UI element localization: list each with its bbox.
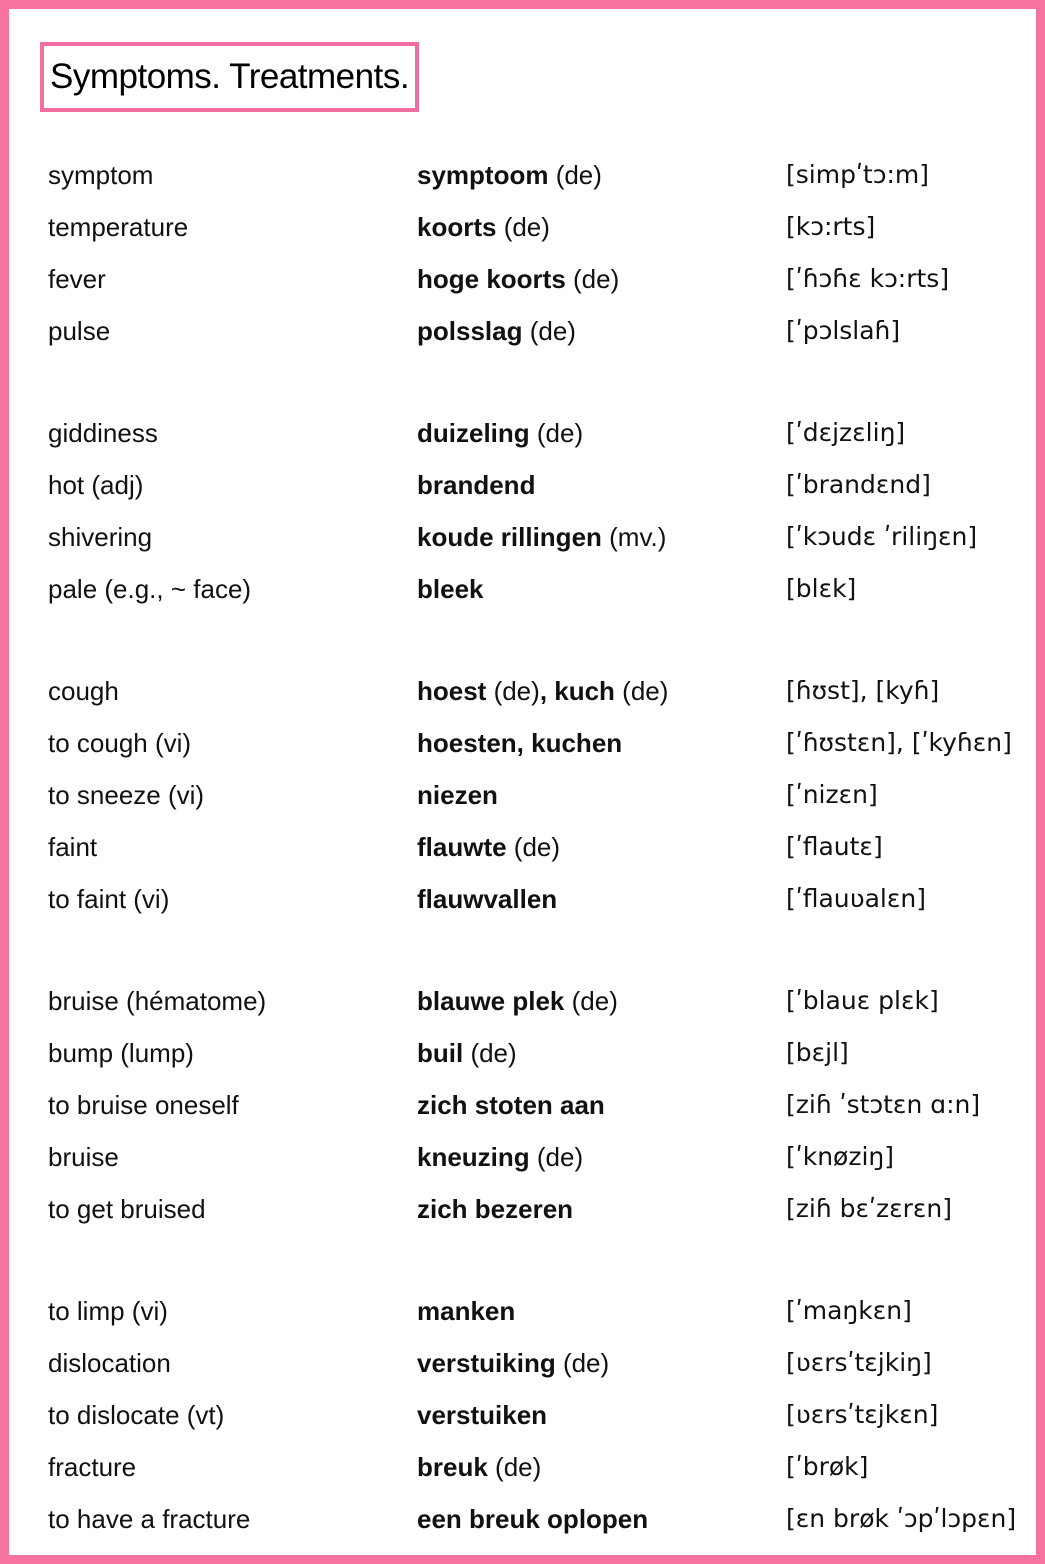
dutch-word: zich stoten aan [417, 1090, 605, 1120]
dutch-word: koude rillingen [417, 522, 602, 552]
pronunciation: [ʹbrandɛnd] [786, 470, 931, 499]
page-title-text: Symptoms. Treatments. [50, 57, 410, 96]
dutch-term [417, 1343, 609, 1383]
dutch-word: verstuiking [417, 1348, 556, 1378]
vocab-row [48, 723, 1038, 763]
dutch-word: flauwvallen [417, 884, 558, 914]
english-term: temperature [48, 212, 189, 242]
english-term: to cough (vi) [48, 728, 192, 758]
dutch-article: (de) [487, 1452, 542, 1482]
vocab-row [48, 465, 1038, 505]
pronunciation: [ʋɛrsʹtɛjkiŋ] [786, 1348, 932, 1377]
english-term: cough [48, 676, 119, 706]
dutch-term [417, 259, 619, 299]
vocab-row [48, 155, 1038, 195]
pronunciation: [ʹdɛjzɛliŋ] [786, 418, 906, 447]
dutch-term [417, 671, 668, 711]
english-term: to dislocate (vt) [48, 1400, 225, 1430]
dutch-term [417, 1189, 573, 1229]
dutch-term [417, 1033, 517, 1073]
vocab-row [48, 879, 1038, 919]
english-term: pale (e.g., ~ face) [48, 574, 252, 604]
pronunciation: [ʹknøziŋ] [786, 1142, 894, 1171]
page-title [40, 42, 419, 112]
dutch-term [417, 723, 622, 763]
pronunciation: [ʹmaŋkɛn] [786, 1296, 912, 1325]
vocab-row [48, 517, 1038, 557]
english-term: faint [48, 832, 98, 862]
english-term: fever [48, 264, 106, 294]
vocab-row [48, 1085, 1038, 1125]
english-term: to have a fracture [48, 1504, 251, 1534]
english-term: fracture [48, 1452, 137, 1482]
dutch-word: kneuzing [417, 1142, 530, 1172]
vocab-row [48, 1189, 1038, 1229]
english-term: to limp (vi) [48, 1296, 168, 1326]
pronunciation: [ʹflautɛ] [786, 832, 883, 861]
english-term: to bruise oneself [48, 1090, 239, 1120]
pronunciation: [ʹflauʋalɛn] [786, 884, 926, 913]
pronunciation: [ʹpɔlslaɦ] [786, 316, 901, 345]
english-term: bump (lump) [48, 1038, 194, 1068]
dutch-article: (mv.) [601, 522, 667, 552]
dutch-term [417, 155, 602, 195]
dutch-word: verstuiken [417, 1400, 548, 1430]
dutch-word: niezen [417, 780, 498, 810]
vocab-row [48, 1137, 1038, 1177]
dutch-article: (de) [565, 264, 620, 294]
vocab-row [48, 1343, 1038, 1383]
vocab-row [48, 207, 1038, 247]
vocab-row [48, 1447, 1038, 1487]
dutch-word-alt: , kuch [539, 676, 615, 706]
english-term: shivering [48, 522, 153, 552]
pronunciation: [ʹblauɛ plɛk] [786, 986, 939, 1015]
english-term: bruise (hématome) [48, 986, 267, 1016]
dutch-word: polsslag [417, 316, 523, 346]
pronunciation: [blɛk] [786, 574, 857, 603]
pronunciation: [ziɦ ʹstɔtɛn ɑ:n] [786, 1090, 981, 1119]
dutch-article: (de) [506, 832, 561, 862]
pronunciation: [ɛn brøk ʹɔpʹlɔpɛn] [786, 1504, 1017, 1533]
dutch-word: symptoom [417, 160, 549, 190]
dutch-term [417, 465, 535, 505]
pronunciation: [kɔ:rts] [786, 212, 876, 241]
dutch-term [417, 517, 666, 557]
dutch-article-alt: (de) [614, 676, 669, 706]
dutch-article: (de) [529, 1142, 584, 1172]
dutch-term [417, 569, 484, 609]
pronunciation: [ɦʊst], [kyɦ] [786, 676, 940, 705]
dutch-article: (de) [555, 1348, 610, 1378]
vocab-row [48, 827, 1038, 867]
dutch-term [417, 827, 560, 867]
vocab-row [48, 1499, 1038, 1539]
dutch-term [417, 311, 576, 351]
english-term: bruise [48, 1142, 119, 1172]
dutch-word: hoge koorts [417, 264, 566, 294]
dutch-word: een breuk oplopen [417, 1504, 649, 1534]
pronunciation: [ʹkɔudɛ ʹriliŋɛn] [786, 522, 978, 551]
pronunciation: [ʹɦʊstɛn], [ʹkyɦɛn] [786, 728, 1012, 757]
dutch-term [417, 879, 557, 919]
pronunciation: [bɛjl] [786, 1038, 849, 1067]
english-term: hot (adj) [48, 470, 144, 500]
dutch-word: hoesten, kuchen [417, 728, 623, 758]
dutch-term [417, 1499, 648, 1539]
english-term: to faint (vi) [48, 884, 170, 914]
pronunciation: [ʋɛrsʹtɛjkɛn] [786, 1400, 939, 1429]
dutch-term [417, 1085, 605, 1125]
vocab-row [48, 981, 1038, 1021]
dutch-word: hoest [417, 676, 487, 706]
pronunciation: [ʹɦɔɦɛ kɔ:rts] [786, 264, 950, 293]
vocab-row [48, 1033, 1038, 1073]
pronunciation: [ʹnizɛn] [786, 780, 878, 809]
english-term: to get bruised [48, 1194, 206, 1224]
dutch-word: bleek [417, 574, 484, 604]
dutch-article: (de) [522, 316, 576, 346]
vocab-row [48, 259, 1038, 299]
dutch-term [417, 1395, 547, 1435]
dutch-word: zich bezeren [417, 1194, 574, 1224]
dutch-article: (de) [529, 418, 584, 448]
english-term: symptom [48, 160, 154, 190]
vocab-row [48, 775, 1038, 815]
english-term: pulse [48, 316, 111, 346]
dutch-article: (de) [486, 676, 540, 706]
dutch-article: (de) [463, 1038, 517, 1068]
dutch-word: duizeling [417, 418, 530, 448]
dutch-term [417, 207, 550, 247]
dutch-word: breuk [417, 1452, 488, 1482]
pronunciation: [ʹbrøk] [786, 1452, 869, 1481]
vocab-row [48, 413, 1038, 453]
vocab-row [48, 311, 1038, 351]
dutch-word: koorts [417, 212, 497, 242]
dutch-term [417, 981, 618, 1021]
english-term: dislocation [48, 1348, 171, 1378]
dutch-word: buil [417, 1038, 464, 1068]
english-term: to sneeze (vi) [48, 780, 205, 810]
dutch-term [417, 1447, 541, 1487]
dutch-article: (de) [496, 212, 550, 242]
dutch-term [417, 413, 583, 453]
vocab-row [48, 671, 1038, 711]
vocab-row [48, 1291, 1038, 1331]
dutch-word: blauwe plek [417, 986, 565, 1016]
english-term: giddiness [48, 418, 158, 448]
vocab-row [48, 1395, 1038, 1435]
dutch-term [417, 1137, 583, 1177]
dutch-word: flauwte [417, 832, 507, 862]
dutch-term [417, 775, 498, 815]
pronunciation: [ziɦ bɛʹzɛrɛn] [786, 1194, 952, 1223]
dutch-article: (de) [564, 986, 618, 1016]
vocab-row [48, 569, 1038, 609]
pronunciation: [simpʹtɔ:m] [786, 160, 929, 189]
dutch-term [417, 1291, 515, 1331]
dutch-word: brandend [417, 470, 536, 500]
dutch-word: manken [417, 1296, 516, 1326]
dutch-article: (de) [548, 160, 602, 190]
